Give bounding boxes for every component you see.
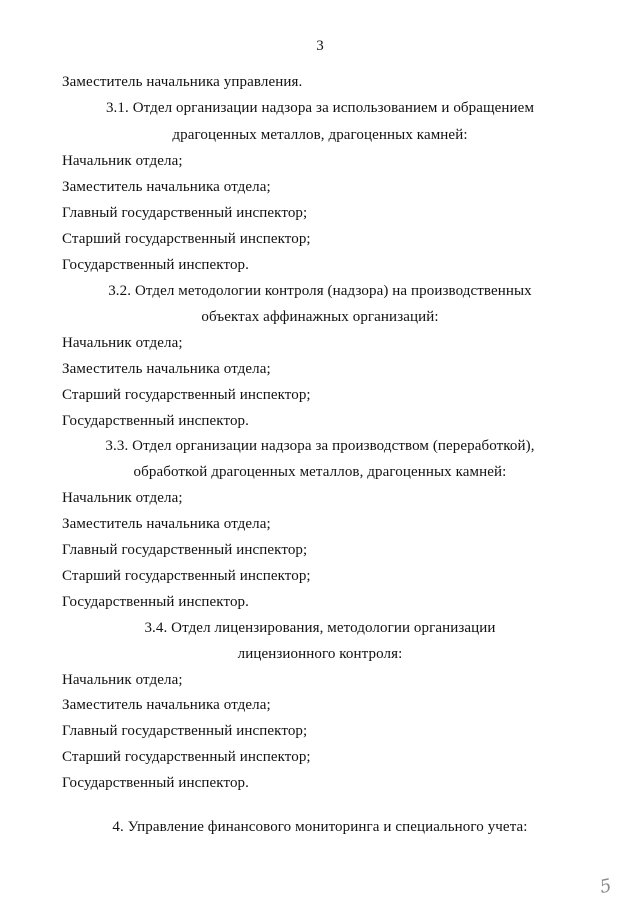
list-item: Заместитель начальника отдела; [62, 361, 271, 377]
list-item: Заместитель начальника отдела; [62, 179, 271, 195]
list-item: Главный государственный инспектор; [62, 542, 308, 558]
list-item: Начальник отдела; [62, 153, 183, 169]
list-item: Начальник отдела; [62, 335, 183, 351]
text-line: Заместитель начальника управления. [62, 74, 303, 90]
list-item: Государственный инспектор. [62, 594, 250, 610]
list-item: Старший государственный инспектор; [62, 749, 311, 765]
list-item: Государственный инспектор. [62, 775, 250, 791]
list-item: Старший государственный инспектор; [62, 231, 311, 247]
section-heading-3-4: 3.4. Отдел лицензирования, методологии организации [144, 620, 496, 636]
handwritten-page-mark: 5 [597, 875, 614, 898]
list-item: Главный государственный инспектор; [62, 723, 308, 739]
list-item: Государственный инспектор. [62, 413, 250, 429]
section-heading-4: 4. Управление финансового мониторинга и специального учета: [112, 819, 528, 835]
page-number: 3 [316, 38, 324, 54]
section-heading-3-4-cont: лицензионного контроля: [237, 646, 403, 662]
section-heading-3-3-cont: обработкой драгоценных металлов, драгоценных камней: [133, 464, 507, 480]
section-heading-3-3: 3.3. Отдел организации надзора за производством (переработкой), [105, 438, 535, 454]
list-item: Государственный инспектор. [62, 257, 250, 273]
section-heading-3-2-cont: объектах аффинажных организаций: [201, 309, 439, 325]
section-heading-3-2: 3.2. Отдел методологии контроля (надзора) на производственных [108, 283, 532, 299]
list-item: Старший государственный инспектор; [62, 387, 311, 403]
section-heading-3-1: 3.1. Отдел организации надзора за использованием и обращением [105, 100, 535, 116]
section-heading-3-1-cont: драгоценных металлов, драгоценных камней: [172, 127, 468, 143]
list-item: Заместитель начальника отдела; [62, 516, 271, 532]
list-item: Начальник отдела; [62, 490, 183, 506]
list-item: Старший государственный инспектор; [62, 568, 311, 584]
list-item: Главный государственный инспектор; [62, 205, 308, 221]
list-item: Начальник отдела; [62, 672, 183, 688]
list-item: Заместитель начальника отдела; [62, 697, 271, 713]
